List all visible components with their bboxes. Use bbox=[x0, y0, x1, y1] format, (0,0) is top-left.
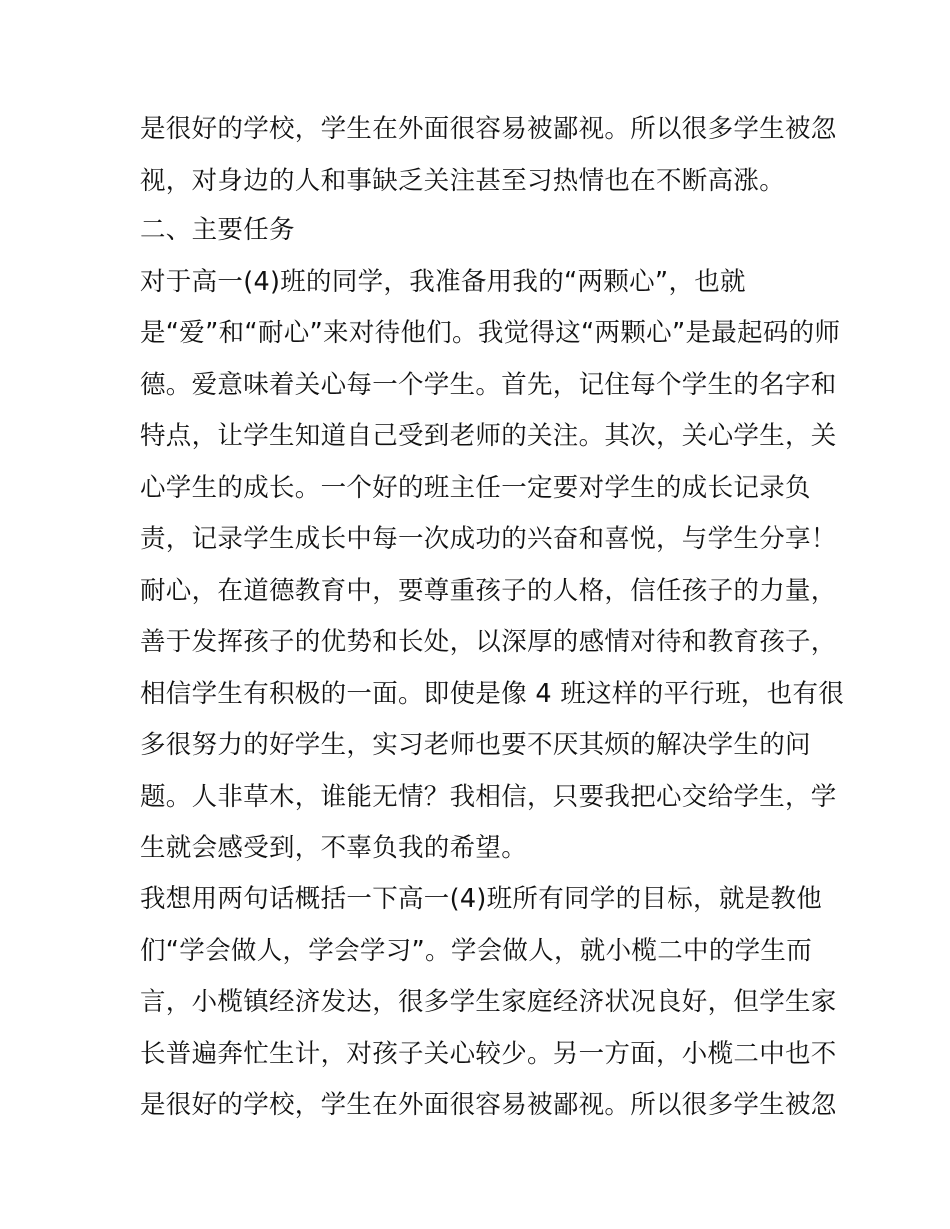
text-line: 责，记录学生成长中每一次成功的兴奋和喜悦，与学生分享！ bbox=[140, 524, 837, 554]
text-line: 对于高一(4)班的同学，我准备用我的“两颗心”，也就 bbox=[140, 267, 746, 297]
text-line: 特点，让学生知道自己受到老师的关注。其次，关心学生，关 bbox=[140, 421, 837, 451]
text-line: 善于发挥孩子的优势和长处，以深厚的感情对待和教育孩子， bbox=[140, 627, 837, 657]
section-heading: 二、主要任务 bbox=[140, 215, 295, 245]
text-line: 相信学生有积极的一面。即使是像 4 班这样的平行班，也有很 bbox=[140, 679, 845, 709]
text-line: 我想用两句话概括一下高一(4)班所有同学的目标，就是教他 bbox=[140, 884, 823, 914]
text-line: 耐心，在道德教育中，要尊重孩子的人格，信任孩子的力量， bbox=[140, 576, 837, 606]
text-line: 是“爱”和“耐心”来对待他们。我觉得这“两颗心”是最起码的师 bbox=[140, 318, 841, 348]
text-line: 心学生的成长。一个好的班主任一定要对学生的成长记录负 bbox=[140, 473, 811, 503]
text-line: 视，对身边的人和事缺乏关注甚至习热情也在不断高涨。 bbox=[140, 166, 786, 196]
text-line: 是很好的学校，学生在外面很容易被鄙视。所以很多学生被忽 bbox=[140, 1090, 837, 1120]
text-line: 题。人非草木，谁能无情？我相信，只要我把心交给学生，学 bbox=[140, 782, 837, 812]
text-line: 生就会感受到，不辜负我的希望。 bbox=[140, 833, 528, 863]
text-line: 言，小榄镇经济发达，很多学生家庭经济状况良好，但学生家 bbox=[140, 987, 837, 1017]
text-line: 们“学会做人，学会学习”。学会做人，就小榄二中的学生而 bbox=[140, 936, 813, 966]
text-line: 是很好的学校，学生在外面很容易被鄙视。所以很多学生被忽 bbox=[140, 114, 837, 144]
text-line: 长普遍奔忙生计，对孩子关心较少。另一方面，小榄二中也不 bbox=[140, 1039, 837, 1069]
text-line: 德。爱意味着关心每一个学生。首先，记住每个学生的名字和 bbox=[140, 370, 837, 400]
text-line: 多很努力的好学生，实习老师也要不厌其烦的解决学生的问 bbox=[140, 730, 811, 760]
